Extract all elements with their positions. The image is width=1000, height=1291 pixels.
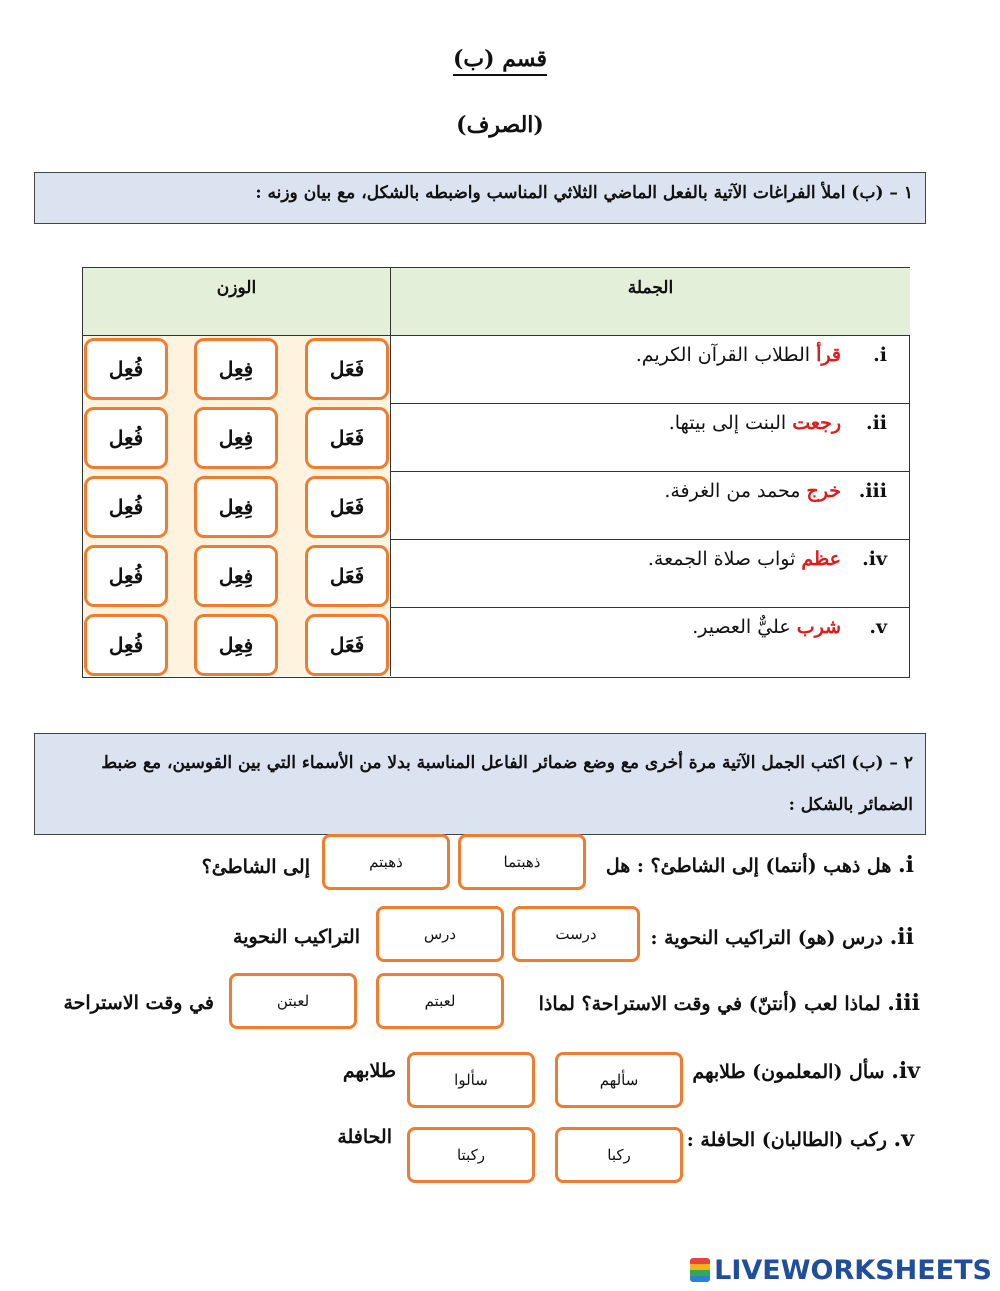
weight-option-button[interactable]: فُعِل: [84, 545, 168, 607]
exercise-line: iv. سأل (المعلمون) طلابهم: [692, 1058, 920, 1084]
weight-option-button[interactable]: فِعِل: [194, 614, 278, 676]
exercise-line: v. ركب (الطالبان) الحافلة :: [686, 1126, 914, 1152]
target-verb: قرأ: [816, 344, 841, 366]
exercise-line-tail: الحافلة: [337, 1126, 392, 1148]
weight-option-button[interactable]: فَعَل: [305, 545, 389, 607]
question-2-instruction: ٢ – (ب) اكتب الجمل الآتية مرة أخرى مع وضع ضمائر الفاعل المناسبة بدلا من الأسماء التي بين القوسين، مع ضبط الضمائر بالشكل :: [34, 733, 926, 835]
weight-option-button[interactable]: فَعَل: [305, 476, 389, 538]
exercise-line-tail: إلى الشاطئ؟: [201, 856, 310, 878]
exercise-line-tail: في وقت الاستراحة: [63, 992, 214, 1014]
question-1-instruction: ١ – (ب) املأ الفراغات الآتية بالفعل الماضي الثلاثي المناسب واضبطه بالشكل، مع بيان وزنه :: [34, 172, 926, 224]
pronoun-option-button[interactable]: لعبتن: [229, 973, 357, 1029]
weight-option-button[interactable]: فُعِل: [84, 407, 168, 469]
target-verb: رجعت: [792, 412, 841, 434]
pronoun-option-button[interactable]: ذهبتم: [322, 834, 450, 890]
pronoun-option-button[interactable]: درست: [512, 906, 640, 962]
pronoun-option-button[interactable]: ركبتا: [407, 1127, 535, 1183]
exercise-line: i. هل ذهب (أنتما) إلى الشاطئ؟ : هل: [605, 852, 914, 878]
logo-icon: [690, 1258, 710, 1282]
sentence-cell: iv.عظم ثواب صلاة الجمعة.: [390, 540, 909, 608]
pronoun-option-button[interactable]: سألهم: [555, 1052, 683, 1108]
weight-option-button[interactable]: فُعِل: [84, 614, 168, 676]
pronoun-option-button[interactable]: درس: [376, 906, 504, 962]
column-header-weight: الوزن: [83, 268, 390, 336]
liveworksheets-logo: LIVEWORKSHEETS: [690, 1255, 992, 1286]
subject-title: (الصرف): [456, 112, 544, 138]
sentence-cell: ii.رجعت البنت إلى بيتها.: [390, 404, 909, 472]
weight-option-button[interactable]: فِعِل: [194, 407, 278, 469]
target-verb: عظم: [801, 548, 841, 570]
exercise-line-tail: التراكيب النحوية: [233, 926, 360, 948]
pronoun-option-button[interactable]: ذهبتما: [458, 834, 586, 890]
weight-option-button[interactable]: فِعِل: [194, 545, 278, 607]
target-verb: خرج: [806, 480, 841, 502]
target-verb: شرب: [796, 616, 841, 638]
pronoun-option-button[interactable]: لعبتم: [376, 973, 504, 1029]
sentence-cell: iii.خرج محمد من الغرفة.: [390, 472, 909, 540]
exercise-line: iii. لماذا لعب (أنتنّ) في وقت الاستراحة؟ لماذا: [538, 990, 920, 1016]
weight-option-button[interactable]: فُعِل: [84, 338, 168, 400]
weight-option-button[interactable]: فَعَل: [305, 614, 389, 676]
pronoun-option-button[interactable]: ركبا: [555, 1127, 683, 1183]
weight-option-button[interactable]: فُعِل: [84, 476, 168, 538]
column-header-sentence: الجملة: [390, 268, 910, 336]
section-title: قسم (ب): [0, 46, 1000, 72]
sentence-cell: i.قرأ الطلاب القرآن الكريم.: [390, 336, 909, 404]
weight-option-button[interactable]: فِعِل: [194, 476, 278, 538]
pronoun-option-button[interactable]: سألوا: [407, 1052, 535, 1108]
exercise-line: ii. درس (هو) التراكيب النحوية :: [650, 924, 914, 950]
weight-option-button[interactable]: فَعَل: [305, 338, 389, 400]
weight-option-button[interactable]: فَعَل: [305, 407, 389, 469]
weight-option-button[interactable]: فِعِل: [194, 338, 278, 400]
sentence-cell: v.شرب عليٌّ العصير.: [390, 608, 909, 676]
exercise-line-tail: طلابهم: [342, 1060, 396, 1082]
